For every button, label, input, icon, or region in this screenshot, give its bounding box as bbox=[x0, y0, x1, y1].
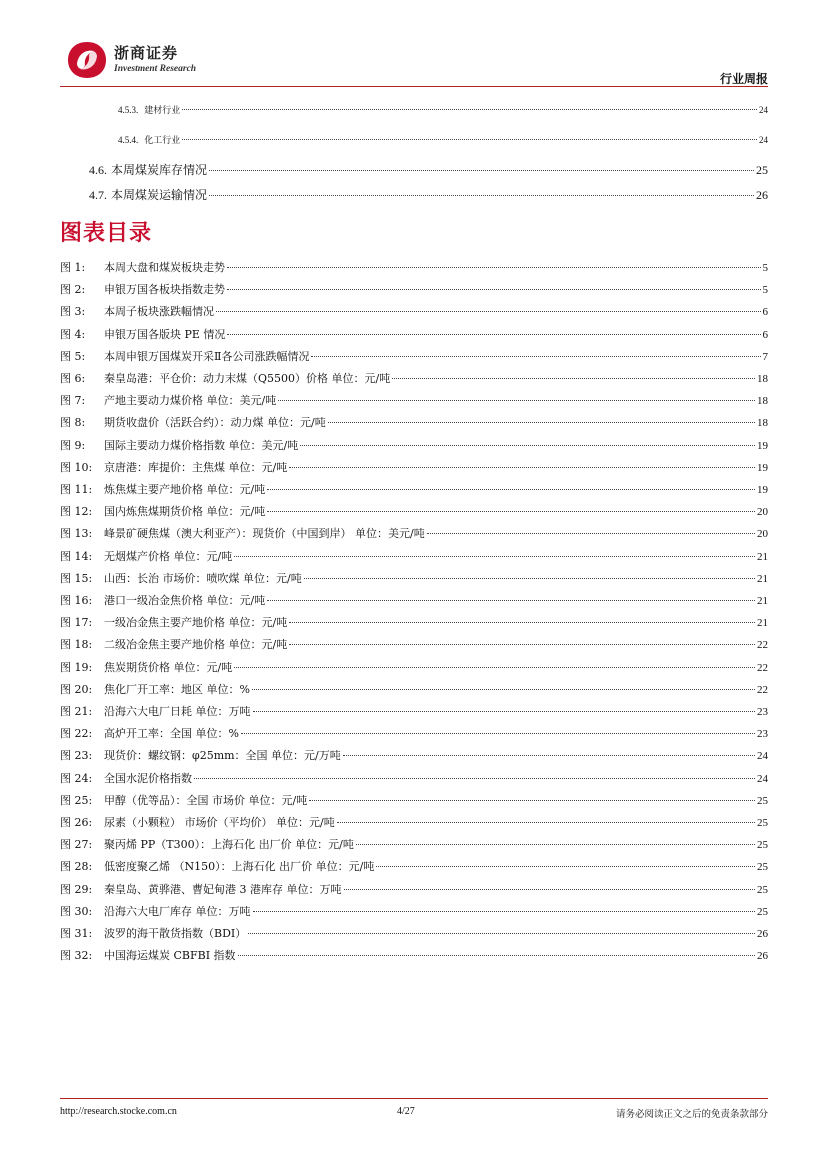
figure-leader-dots bbox=[343, 755, 755, 756]
figure-leader-dots bbox=[328, 422, 755, 423]
figure-page: 19 bbox=[757, 484, 768, 496]
figure-title: 申银万国各板块指数走势 bbox=[104, 283, 225, 297]
figure-page: 19 bbox=[757, 439, 768, 452]
figure-leader-dots bbox=[216, 311, 761, 312]
figure-leader-dots bbox=[267, 600, 755, 601]
figure-number: 图 18: bbox=[60, 638, 93, 652]
figure-number: 图 12: bbox=[60, 505, 93, 519]
toc-entry-number: 4.6. bbox=[89, 163, 107, 177]
figure-list-item[interactable] bbox=[60, 636, 768, 652]
figure-page: 26 bbox=[757, 950, 768, 963]
figure-list-item[interactable] bbox=[60, 414, 768, 430]
header-divider bbox=[60, 86, 768, 87]
figure-leader-dots bbox=[241, 733, 755, 734]
figure-leader-dots bbox=[227, 334, 760, 335]
figure-list-item[interactable] bbox=[60, 326, 768, 342]
figure-list-item[interactable] bbox=[60, 814, 768, 830]
figure-leader-dots bbox=[376, 866, 755, 867]
figure-title: 焦化厂开工率：地区 单位：% bbox=[104, 682, 250, 696]
figure-list-item[interactable] bbox=[60, 570, 768, 586]
figure-list-item[interactable] bbox=[60, 303, 768, 319]
figure-leader-dots bbox=[337, 822, 755, 823]
figure-leader-dots bbox=[309, 800, 755, 801]
figure-list-item[interactable] bbox=[60, 725, 768, 741]
figure-page: 20 bbox=[757, 528, 768, 541]
figure-list-item[interactable] bbox=[60, 836, 768, 852]
figure-list-item[interactable] bbox=[60, 348, 768, 364]
figure-number: 图 32: bbox=[60, 949, 93, 963]
figure-title: 聚丙烯 PP（T300）：上海石化 出厂价 单位：元/吨 bbox=[104, 838, 354, 852]
toc-entry-title: 化工行业 bbox=[144, 136, 181, 146]
figure-title: 国内炼焦煤期货价格 单位：元/吨 bbox=[104, 505, 266, 519]
figure-list-item[interactable] bbox=[60, 281, 768, 297]
figure-page: 22 bbox=[757, 661, 768, 674]
figure-list-item[interactable] bbox=[60, 503, 768, 519]
figure-number: 图 27: bbox=[60, 838, 93, 852]
figure-list-item[interactable] bbox=[60, 703, 768, 719]
figure-title: 沿海六大电厂库存 单位：万吨 bbox=[104, 904, 251, 918]
figure-list-item[interactable] bbox=[60, 925, 768, 941]
figure-leader-dots bbox=[311, 356, 760, 357]
figure-leader-dots bbox=[227, 289, 761, 290]
figure-leader-dots bbox=[356, 844, 755, 845]
company-logo-icon bbox=[66, 40, 108, 80]
figure-title: 高炉开工率：全国 单位：% bbox=[104, 727, 239, 741]
footer-disclaimer: 请务必阅读正文之后的免责条款部分 bbox=[615, 1109, 768, 1120]
figure-list-item[interactable] bbox=[60, 747, 768, 763]
toc-entry[interactable] bbox=[118, 133, 768, 146]
figure-number: 图 15: bbox=[60, 571, 93, 585]
figure-page: 22 bbox=[757, 639, 768, 652]
figure-leader-dots bbox=[234, 667, 755, 668]
figure-list-item[interactable] bbox=[60, 392, 768, 408]
figure-number: 图 9: bbox=[60, 438, 86, 452]
logo-chinese-name: 浙商证券 bbox=[114, 44, 179, 62]
toc-entry-title: 建材行业 bbox=[144, 106, 181, 116]
figure-title: 产地主要动力煤价格 单位：美元/吨 bbox=[104, 394, 277, 408]
figure-page: 24 bbox=[757, 750, 768, 763]
figure-title: 峰景矿硬焦煤（澳大利亚产）：现货价（中国到岸） 单位：美元/吨 bbox=[104, 527, 425, 541]
figure-list-item[interactable] bbox=[60, 681, 768, 697]
toc-entry-page: 24 bbox=[759, 105, 768, 115]
figure-title: 京唐港：库提价：主焦煤 单位：元/吨 bbox=[104, 460, 288, 474]
figure-number: 图 28: bbox=[60, 860, 93, 874]
figure-number: 图 20: bbox=[60, 682, 93, 696]
figure-title: 焦炭期货价格 单位：元/吨 bbox=[104, 660, 233, 674]
toc-entry-number: 4.5.3. bbox=[118, 105, 139, 115]
figure-number: 图 5: bbox=[60, 349, 86, 363]
toc-entry-number: 4.7. bbox=[89, 188, 107, 202]
figure-title: 国际主要动力煤价格指数 单位：美元/吨 bbox=[104, 438, 299, 452]
figure-page: 18 bbox=[757, 417, 768, 430]
figure-title: 山西：长治 市场价：喷吹煤 单位：元/吨 bbox=[104, 571, 302, 585]
figure-number: 图 13: bbox=[60, 527, 93, 541]
figure-page: 20 bbox=[757, 506, 768, 519]
figure-page: 21 bbox=[757, 572, 768, 585]
toc-entry-page: 26 bbox=[756, 188, 768, 202]
figure-leader-dots bbox=[248, 933, 755, 934]
figure-page: 21 bbox=[757, 595, 768, 607]
figure-list-item[interactable] bbox=[60, 459, 768, 475]
figure-title: 本周申银万国煤炭开采Ⅱ各公司涨跌幅情况 bbox=[104, 349, 310, 363]
figure-leader-dots bbox=[234, 556, 755, 557]
figure-title: 波罗的海干散货指数（BDI） bbox=[104, 927, 247, 940]
footer-divider bbox=[60, 1098, 768, 1099]
page-header bbox=[60, 36, 768, 88]
figure-title: 申银万国各版块 PE 情况 bbox=[104, 327, 226, 341]
figure-number: 图 25: bbox=[60, 793, 93, 807]
figure-title: 本周大盘和煤炭板块走势 bbox=[104, 261, 225, 274]
figure-list-item[interactable] bbox=[60, 437, 768, 453]
figure-number: 图 2: bbox=[60, 283, 86, 297]
figures-list-title: 图表目录 bbox=[60, 221, 153, 246]
figure-list-item[interactable] bbox=[60, 792, 768, 808]
figure-title: 秦皇岛、黄骅港、曹妃甸港 3 港库存 单位：万吨 bbox=[104, 882, 342, 896]
figure-page: 18 bbox=[757, 395, 768, 408]
figure-number: 图 24: bbox=[60, 771, 93, 785]
figure-list-item[interactable] bbox=[60, 947, 768, 963]
figure-leader-dots bbox=[267, 489, 755, 490]
figure-number: 图 11: bbox=[60, 483, 93, 496]
toc-entry[interactable] bbox=[89, 186, 768, 203]
toc-entry[interactable] bbox=[89, 161, 768, 178]
figure-leader-dots bbox=[278, 400, 755, 401]
figure-page: 25 bbox=[757, 883, 768, 896]
figure-list-item[interactable] bbox=[60, 370, 768, 386]
figure-list-item[interactable] bbox=[60, 881, 768, 897]
figure-list-item[interactable] bbox=[60, 858, 768, 874]
figure-leader-dots bbox=[253, 911, 756, 912]
figure-number: 图 1: bbox=[60, 261, 86, 274]
figure-number: 图 26: bbox=[60, 816, 93, 829]
figure-leader-dots bbox=[238, 955, 755, 956]
figure-leader-dots bbox=[392, 378, 755, 379]
figure-title: 甲醇（优等品）：全国 市场价 单位：元/吨 bbox=[104, 793, 308, 807]
figure-page: 22 bbox=[757, 683, 768, 696]
toc-leader-dots bbox=[182, 109, 757, 110]
figure-title: 本周子板块涨跌幅情况 bbox=[104, 305, 214, 319]
figure-list-item[interactable] bbox=[60, 548, 768, 564]
figure-title: 中国海运煤炭 CBFBI 指数 bbox=[104, 949, 236, 963]
figure-list-item[interactable] bbox=[60, 592, 768, 608]
toc-leader-dots bbox=[209, 170, 754, 171]
figure-leader-dots bbox=[427, 533, 755, 534]
figure-leader-dots bbox=[304, 578, 755, 579]
figure-number: 图 17: bbox=[60, 616, 93, 630]
figure-number: 图 10: bbox=[60, 460, 93, 474]
figure-list-item[interactable] bbox=[60, 614, 768, 630]
figure-page: 21 bbox=[757, 617, 768, 630]
figure-page: 18 bbox=[757, 373, 768, 385]
figure-title: 无烟煤产价格 单位：元/吨 bbox=[104, 549, 233, 563]
figure-list-item[interactable] bbox=[60, 903, 768, 919]
figure-leader-dots bbox=[300, 445, 755, 446]
figure-list-item[interactable] bbox=[60, 659, 768, 675]
figure-list-item[interactable] bbox=[60, 481, 768, 497]
figure-title: 炼焦煤主要产地价格 单位：元/吨 bbox=[104, 483, 266, 496]
figure-page: 24 bbox=[757, 772, 768, 785]
figure-leader-dots bbox=[227, 267, 761, 268]
figure-page: 6 bbox=[762, 306, 768, 319]
figure-title: 低密度聚乙烯 （N150）：上海石化 出厂价 单位：元/吨 bbox=[104, 860, 375, 874]
figure-leader-dots bbox=[289, 467, 755, 468]
figure-page: 26 bbox=[757, 928, 768, 940]
figure-number: 图 4: bbox=[60, 327, 86, 341]
figure-number: 图 21: bbox=[60, 705, 93, 718]
figure-page: 23 bbox=[757, 706, 768, 718]
figure-title: 秦皇岛港：平仓价：动力末煤（Q5500）价格 单位：元/吨 bbox=[104, 372, 391, 385]
figure-leader-dots bbox=[194, 778, 755, 779]
toc-entry-page: 25 bbox=[756, 163, 768, 177]
footer-url[interactable]: http://research.stocke.com.cn bbox=[60, 1106, 177, 1117]
figure-number: 图 19: bbox=[60, 660, 93, 674]
figure-number: 图 29: bbox=[60, 882, 93, 896]
figure-number: 图 8: bbox=[60, 416, 86, 430]
figure-leader-dots bbox=[289, 622, 755, 623]
figure-page: 25 bbox=[757, 839, 768, 852]
figure-page: 5 bbox=[762, 284, 768, 297]
toc-entry-page: 24 bbox=[759, 135, 768, 145]
figure-title: 期货收盘价（活跃合约）：动力煤 单位：元/吨 bbox=[104, 416, 326, 430]
figure-number: 图 23: bbox=[60, 749, 93, 763]
figure-list-item[interactable] bbox=[60, 770, 768, 786]
figure-number: 图 16: bbox=[60, 594, 93, 607]
figure-page: 25 bbox=[757, 861, 768, 874]
figure-number: 图 22: bbox=[60, 727, 93, 741]
figure-number: 图 31: bbox=[60, 927, 93, 940]
figure-number: 图 14: bbox=[60, 549, 93, 563]
figure-title: 一级冶金焦主要产地价格 单位：元/吨 bbox=[104, 616, 288, 630]
figure-title: 全国水泥价格指数 bbox=[104, 771, 192, 785]
figure-leader-dots bbox=[253, 711, 756, 712]
figure-number: 图 7: bbox=[60, 394, 86, 408]
figure-title: 二级冶金焦主要产地价格 单位：元/吨 bbox=[104, 638, 288, 652]
toc-entry-title: 本周煤炭运输情况 bbox=[111, 188, 208, 202]
figure-page: 23 bbox=[757, 728, 768, 741]
figure-page: 25 bbox=[757, 817, 768, 829]
figure-title: 沿海六大电厂日耗 单位：万吨 bbox=[104, 705, 251, 718]
figure-page: 19 bbox=[757, 461, 768, 474]
page-number: 4/27 bbox=[397, 1106, 415, 1117]
figure-number: 图 6: bbox=[60, 372, 86, 385]
toc-leader-dots bbox=[182, 139, 757, 140]
figure-title: 港口一级冶金焦价格 单位：元/吨 bbox=[104, 594, 266, 607]
figure-title: 现货价：螺纹钢：φ25mm：全国 单位：元/万吨 bbox=[104, 749, 341, 763]
figure-leader-dots bbox=[252, 689, 755, 690]
figure-page: 5 bbox=[762, 262, 768, 274]
figure-number: 图 30: bbox=[60, 904, 93, 918]
figure-list-item[interactable] bbox=[60, 525, 768, 541]
figure-page: 7 bbox=[762, 350, 768, 363]
figure-list-item[interactable] bbox=[60, 259, 768, 275]
toc-entry-number: 4.5.4. bbox=[118, 135, 139, 145]
report-type-label: 行业周报 bbox=[719, 72, 768, 86]
toc-entry[interactable] bbox=[118, 103, 768, 116]
figure-page: 25 bbox=[757, 905, 768, 918]
figure-page: 21 bbox=[757, 550, 768, 563]
figure-leader-dots bbox=[344, 889, 756, 890]
figure-leader-dots bbox=[267, 511, 755, 512]
figure-page: 25 bbox=[757, 794, 768, 807]
logo-english-name: Investment Research bbox=[114, 64, 197, 74]
figure-number: 图 3: bbox=[60, 305, 86, 319]
toc-leader-dots bbox=[209, 195, 754, 196]
toc-entry-title: 本周煤炭库存情况 bbox=[111, 163, 208, 177]
figure-title: 尿素（小颗粒） 市场价（平均价） 单位：元/吨 bbox=[104, 816, 335, 829]
figure-leader-dots bbox=[289, 644, 755, 645]
figure-page: 6 bbox=[762, 328, 768, 341]
